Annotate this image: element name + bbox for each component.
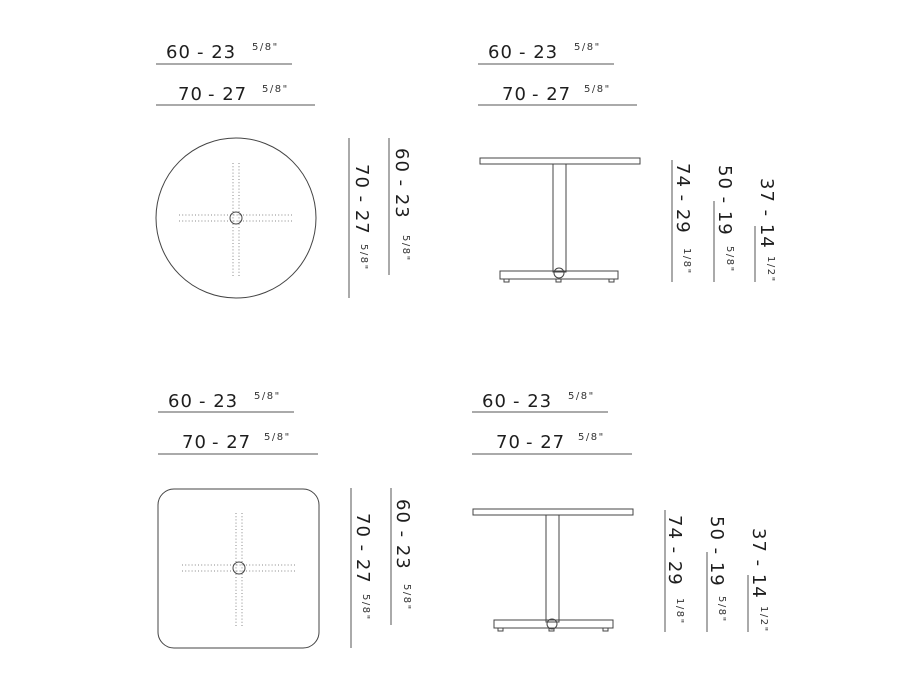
foot-left bbox=[504, 279, 509, 282]
square-center-column-outline bbox=[233, 562, 245, 574]
round-top-width-cm: 60 bbox=[166, 42, 191, 63]
square-top-diag-cm: 70 bbox=[182, 432, 207, 453]
round-height-low: 37 - 14 bbox=[756, 178, 777, 249]
square-side-width-in: - 23 bbox=[513, 391, 553, 412]
column bbox=[553, 164, 566, 272]
square-vertical-dimensions bbox=[351, 488, 413, 648]
round-side-width-frac: 5/8" bbox=[574, 42, 601, 53]
round-height-dimensions bbox=[672, 160, 777, 283]
round-height-mid: 50 - 19 bbox=[714, 165, 735, 236]
square-top-dimensions bbox=[158, 391, 318, 454]
square-column bbox=[546, 515, 559, 622]
square-height-tall: 74 - 29 bbox=[664, 515, 685, 586]
square-height-low: 37 - 14 bbox=[748, 528, 769, 599]
square-top-diag-in: - 27 bbox=[212, 432, 252, 453]
square-side-diag-in: - 27 bbox=[526, 432, 566, 453]
round-vertical-diag: 70 - 27 bbox=[351, 164, 372, 235]
base-hub bbox=[554, 268, 564, 278]
round-top-diag-in: - 27 bbox=[208, 84, 248, 105]
square-top-diag-frac: 5/8" bbox=[264, 432, 291, 443]
round-height-mid-frac: 5/8" bbox=[724, 246, 735, 273]
square-table-top-view bbox=[158, 489, 319, 648]
foot-right bbox=[609, 279, 614, 282]
square-top-width-in: - 23 bbox=[199, 391, 239, 412]
round-vertical-width-frac: 5/8" bbox=[400, 235, 411, 262]
round-table-side-view bbox=[480, 158, 640, 282]
round-side-dimensions bbox=[478, 42, 637, 105]
round-side-diag-cm: 70 bbox=[502, 84, 527, 105]
square-vertical-width: 60 - 23 bbox=[392, 499, 413, 570]
round-height-tall: 74 - 29 bbox=[672, 163, 693, 234]
square-side-diag-cm: 70 bbox=[496, 432, 521, 453]
square-table-side-view bbox=[473, 509, 633, 631]
center-column-outline bbox=[230, 212, 242, 224]
square-height-mid-frac: 5/8" bbox=[716, 596, 727, 623]
square-height-tall-frac: 1/8" bbox=[674, 598, 685, 625]
square-vertical-diag-frac: 5/8" bbox=[360, 594, 371, 621]
round-vertical-width: 60 - 23 bbox=[391, 148, 412, 219]
square-foot-left bbox=[498, 628, 503, 631]
square-top-width-cm: 60 bbox=[168, 391, 193, 412]
round-table-top-view bbox=[156, 138, 316, 298]
round-tabletop-outline bbox=[156, 138, 316, 298]
round-vertical-dimensions bbox=[349, 138, 412, 298]
round-side-width-in: - 23 bbox=[519, 42, 559, 63]
tabletop-edge bbox=[480, 158, 640, 164]
square-vertical-width-frac: 5/8" bbox=[401, 584, 412, 611]
square-side-dimensions bbox=[472, 391, 632, 454]
round-top-diag-cm: 70 bbox=[178, 84, 203, 105]
round-top-dimensions bbox=[156, 42, 315, 105]
round-vertical-diag-frac: 5/8" bbox=[358, 244, 369, 271]
round-height-low-frac: 1/2" bbox=[765, 256, 776, 283]
round-side-width-cm: 60 bbox=[488, 42, 513, 63]
round-side-diag-in: - 27 bbox=[532, 84, 572, 105]
round-height-tall-frac: 1/8" bbox=[681, 248, 692, 275]
square-side-diag-frac: 5/8" bbox=[578, 432, 605, 443]
square-tabletop-outline bbox=[158, 489, 319, 648]
square-top-width-frac: 5/8" bbox=[254, 391, 281, 402]
square-tabletop-edge bbox=[473, 509, 633, 515]
round-top-diag-frac: 5/8" bbox=[262, 84, 289, 95]
round-side-diag-frac: 5/8" bbox=[584, 84, 611, 95]
square-height-dimensions bbox=[664, 510, 769, 633]
square-vertical-diag: 70 - 27 bbox=[352, 513, 373, 584]
round-top-width-in: - 23 bbox=[197, 42, 237, 63]
square-height-mid: 50 - 19 bbox=[706, 516, 727, 587]
round-top-width-frac: 5/8" bbox=[252, 42, 279, 53]
square-height-low-frac: 1/2" bbox=[758, 606, 769, 633]
square-foot-center bbox=[549, 628, 554, 631]
foot-center bbox=[556, 279, 561, 282]
square-foot-right bbox=[603, 628, 608, 631]
square-side-width-cm: 60 bbox=[482, 391, 507, 412]
square-base-plate bbox=[494, 620, 613, 628]
square-side-width-frac: 5/8" bbox=[568, 391, 595, 402]
